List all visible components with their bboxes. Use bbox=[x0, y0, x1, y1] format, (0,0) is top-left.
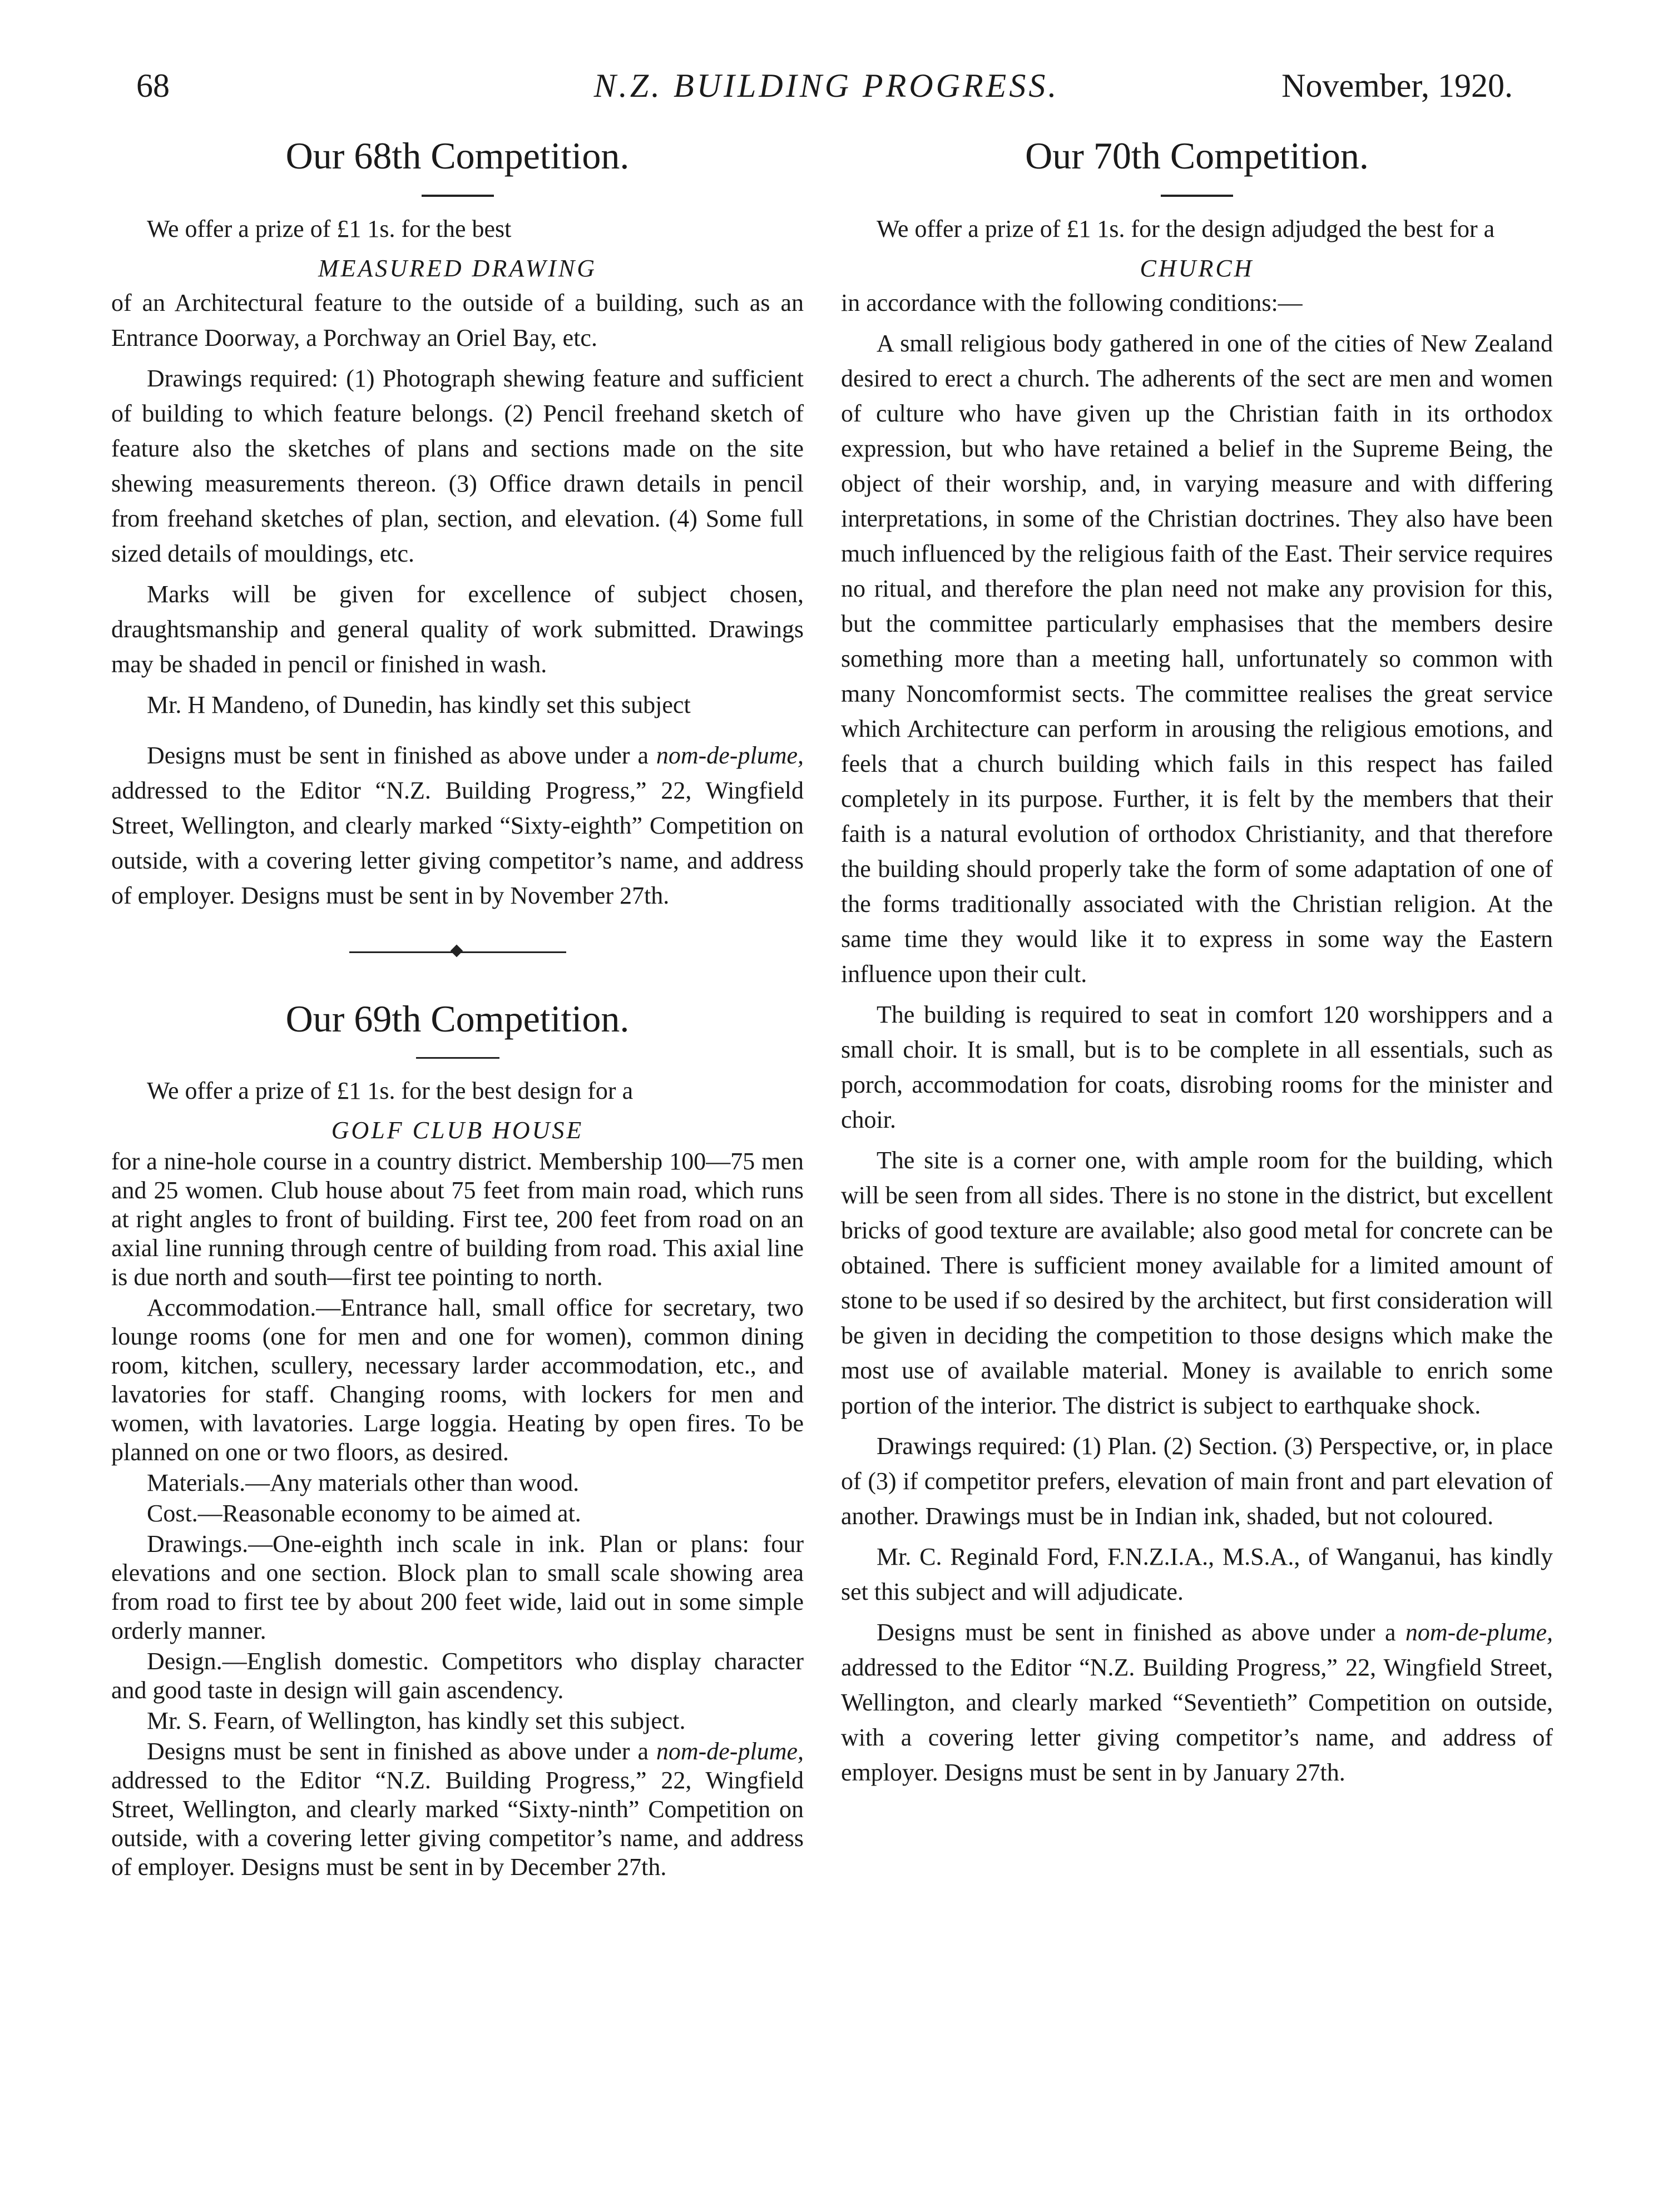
competition-68-paragraph: Mr. H Mandeno, of Dunedin, has kindly set this subject bbox=[147, 691, 691, 718]
competition-70-subject: CHURCH bbox=[1140, 254, 1254, 282]
nom-de-plume-text: nom-de-plume, bbox=[656, 741, 804, 769]
title-rule bbox=[422, 195, 494, 197]
competition-69-paragraph: Accommodation.—Entrance hall, small office for secretary, two lounge rooms (one for men and one for women), common dining room, kitchen, scullery, necessary larder accommodation, etc., and lavatories for staff. Changing rooms, with lockers for men and women, with lavatories. Large loggia. Heating by open fires. To be planned on one or two floors, as desired. bbox=[111, 1294, 804, 1466]
competition-70-paragraph: A small religious body gathered in one of the cities of New Zealand desired to erect a church. The adherents of the sect are men and women of culture who have given up the Christian faith in its orthodox expression, but who have retained a belief in the Supreme Being, the object of their worship, and, in varying measure and with differing interpretations, in some of the Christian doctrines. They also have been much influenced by the religious faith of the East. Their service requires no ritual, and therefore the plan need not make any provision for this, but the committee particularly emphasises that the members desire something more than a meeting hall, unfortunately so common with many Noncomformist sects. The committee realises the great service which Architecture can perform in arousing the religious emotions, and feels that a church building which fails in this respect has failed completely in its purpose. Further, it is felt by the members that their faith is a natural evolution of orthodox Christianity, and that therefore the building should properly take the form of some adaptation of one of the forms traditionally associated with the Christian religion. At the same time they would like it to express in some way the Eastern influence upon their cult. bbox=[841, 329, 1553, 988]
competition-70-intro: We offer a prize of £1 1s. for the design adjudged the best for a bbox=[877, 215, 1495, 242]
right-column bbox=[841, 133, 1553, 1796]
competition-70-section bbox=[841, 133, 1553, 1790]
competition-68-intro: We offer a prize of £1 1s. for the best bbox=[147, 215, 512, 242]
competition-69-subject: GOLF CLUB HOUSE bbox=[331, 1117, 584, 1144]
submission-text: Designs must be sent in finished as above under a bbox=[877, 1618, 1396, 1646]
issue-date: November, 1920. bbox=[1281, 67, 1513, 104]
page-number: 68 bbox=[136, 67, 170, 104]
competition-68-title: Our 68th Competition. bbox=[285, 135, 630, 177]
section-ornament bbox=[349, 946, 566, 958]
competition-68-paragraph: of an Architectural feature to the outside of a building, such as an Entrance Doorway, a Porchway an Oriel Bay, etc. bbox=[111, 289, 804, 351]
submission-text: Designs must be sent in finished as above under a bbox=[147, 741, 649, 769]
competition-69-paragraph: for a nine-hole course in a country district. Membership 100—75 men and 25 women. Club house about 75 feet from main road, which runs at right angles to front of building. First tee, 200 feet from road on an axial line running through centre of building from road. This axial line is due north and south—first tee pointing to north. bbox=[111, 1148, 804, 1291]
journal-title: N.Z. BUILDING PROGRESS. bbox=[593, 67, 1060, 104]
competition-70-submission bbox=[841, 1615, 1553, 1790]
competition-69-paragraph: Cost.—Reasonable economy to be aimed at. bbox=[147, 1500, 581, 1527]
submission-text: Designs must be sent in finished as above under a bbox=[147, 1738, 649, 1765]
nom-de-plume-text: nom-de-plume, bbox=[656, 1738, 804, 1765]
competition-70-paragraph: in accordance with the following conditions:— bbox=[841, 289, 1303, 316]
submission-text: addressed to the Editor “N.Z. Building Progress,” 22, Wingfield Street, Wellington, and clearly marked “Sixty-ninth” Competition on outside, with a covering letter giving competitor’s name, and address of employer. Designs must be sent in by December 27th. bbox=[111, 1767, 804, 1881]
competition-69-title: Our 69th Competition. bbox=[285, 997, 630, 1040]
competition-68-paragraph: Drawings required: (1) Photograph shewing feature and sufficient of building to which feature belongs. (2) Pencil freehand sketch of feature also the sketches of plans and sections made on the site shewing measurements thereon. (3) Office drawn details in pencil from freehand sketches of plan, section, and elevation. (4) Some full sized details of mouldings, etc. bbox=[111, 364, 804, 567]
competition-69-paragraph: Drawings.—One-eighth inch scale in ink. Plan or plans: four elevations and one section. Block plan to small scale showing area from road to first tee by about 200 feet wide, laid out in some simple orderly manner. bbox=[111, 1530, 804, 1645]
competition-69-submission bbox=[111, 1737, 804, 1882]
competition-68-paragraph: Marks will be given for excellence of subject chosen, draughtsmanship and general quality of work submitted. Drawings may be shaded in pencil or finished in wash. bbox=[111, 580, 804, 678]
competition-70-title: Our 70th Competition. bbox=[1025, 135, 1369, 177]
left-column bbox=[111, 133, 804, 1883]
competition-70-paragraph: Mr. C. Reginald Ford, F.N.Z.I.A., M.S.A., of Wanganui, has kindly set this subject and will adjudicate. bbox=[841, 1543, 1553, 1605]
submission-text: addressed to the Editor “N.Z. Building Progress,” 22, Wingfield Street, Wellington, and clearly marked “Seventieth” Competition on outside, with a covering letter giving competitor’s name, and address of employer. Designs must be sent in by January 27th. bbox=[841, 1653, 1553, 1786]
submission-text: addressed to the Editor “N.Z. Building Progress,” 22, Wingfield Street, Wellington, and clearly marked “Sixty-eighth” Competition on outside, with a covering letter giving competitor’s name, and address of employer. Designs must be sent in by November 27th. bbox=[111, 776, 804, 909]
competition-69-paragraph: Design.—English domestic. Competitors who display character and good taste in design will gain ascendency. bbox=[111, 1648, 804, 1704]
competition-69-paragraph: Mr. S. Fearn, of Wellington, has kindly set this subject. bbox=[147, 1707, 686, 1735]
running-head bbox=[0, 67, 1653, 117]
competition-70-paragraph: Drawings required: (1) Plan. (2) Section. (3) Perspective, or, in place of (3) if competitor prefers, elevation of main front and part elevation of another. Drawings must be in Indian ink, shaded, but not coloured. bbox=[841, 1432, 1553, 1530]
nom-de-plume-text: nom-de-plume, bbox=[1405, 1618, 1553, 1646]
title-rule bbox=[416, 1057, 499, 1059]
competition-68-submission bbox=[111, 738, 804, 913]
competition-70-paragraph: The site is a corner one, with ample room for the building, which will be seen from all sides. There is no stone in the district, but excellent bricks of good texture are available; also good metal for concrete can be obtained. There is sufficient money available for a limited amount of stone to be used if so desired by the architect, but first consideration will be given in deciding the competition to those designs which make the most use of available material. Money is available to enrich some portion of the interior. The district is subject to earthquake shock. bbox=[841, 1146, 1553, 1419]
competition-68-section bbox=[111, 133, 804, 913]
diamond-ornament-icon bbox=[450, 944, 463, 957]
competition-70-paragraph: The building is required to seat in comfort 120 worshippers and a small choir. It is small, but is to be complete in all essentials, such as porch, accommodation for coats, disrobing rooms for the minister and choir. bbox=[841, 1000, 1553, 1133]
competition-68-subject: MEASURED DRAWING bbox=[318, 254, 597, 282]
competition-69-paragraph: Materials.—Any materials other than wood. bbox=[147, 1469, 580, 1497]
title-rule bbox=[1161, 195, 1233, 197]
competition-69-section bbox=[111, 996, 804, 1882]
competition-69-intro: We offer a prize of £1 1s. for the best design for a bbox=[147, 1077, 634, 1105]
